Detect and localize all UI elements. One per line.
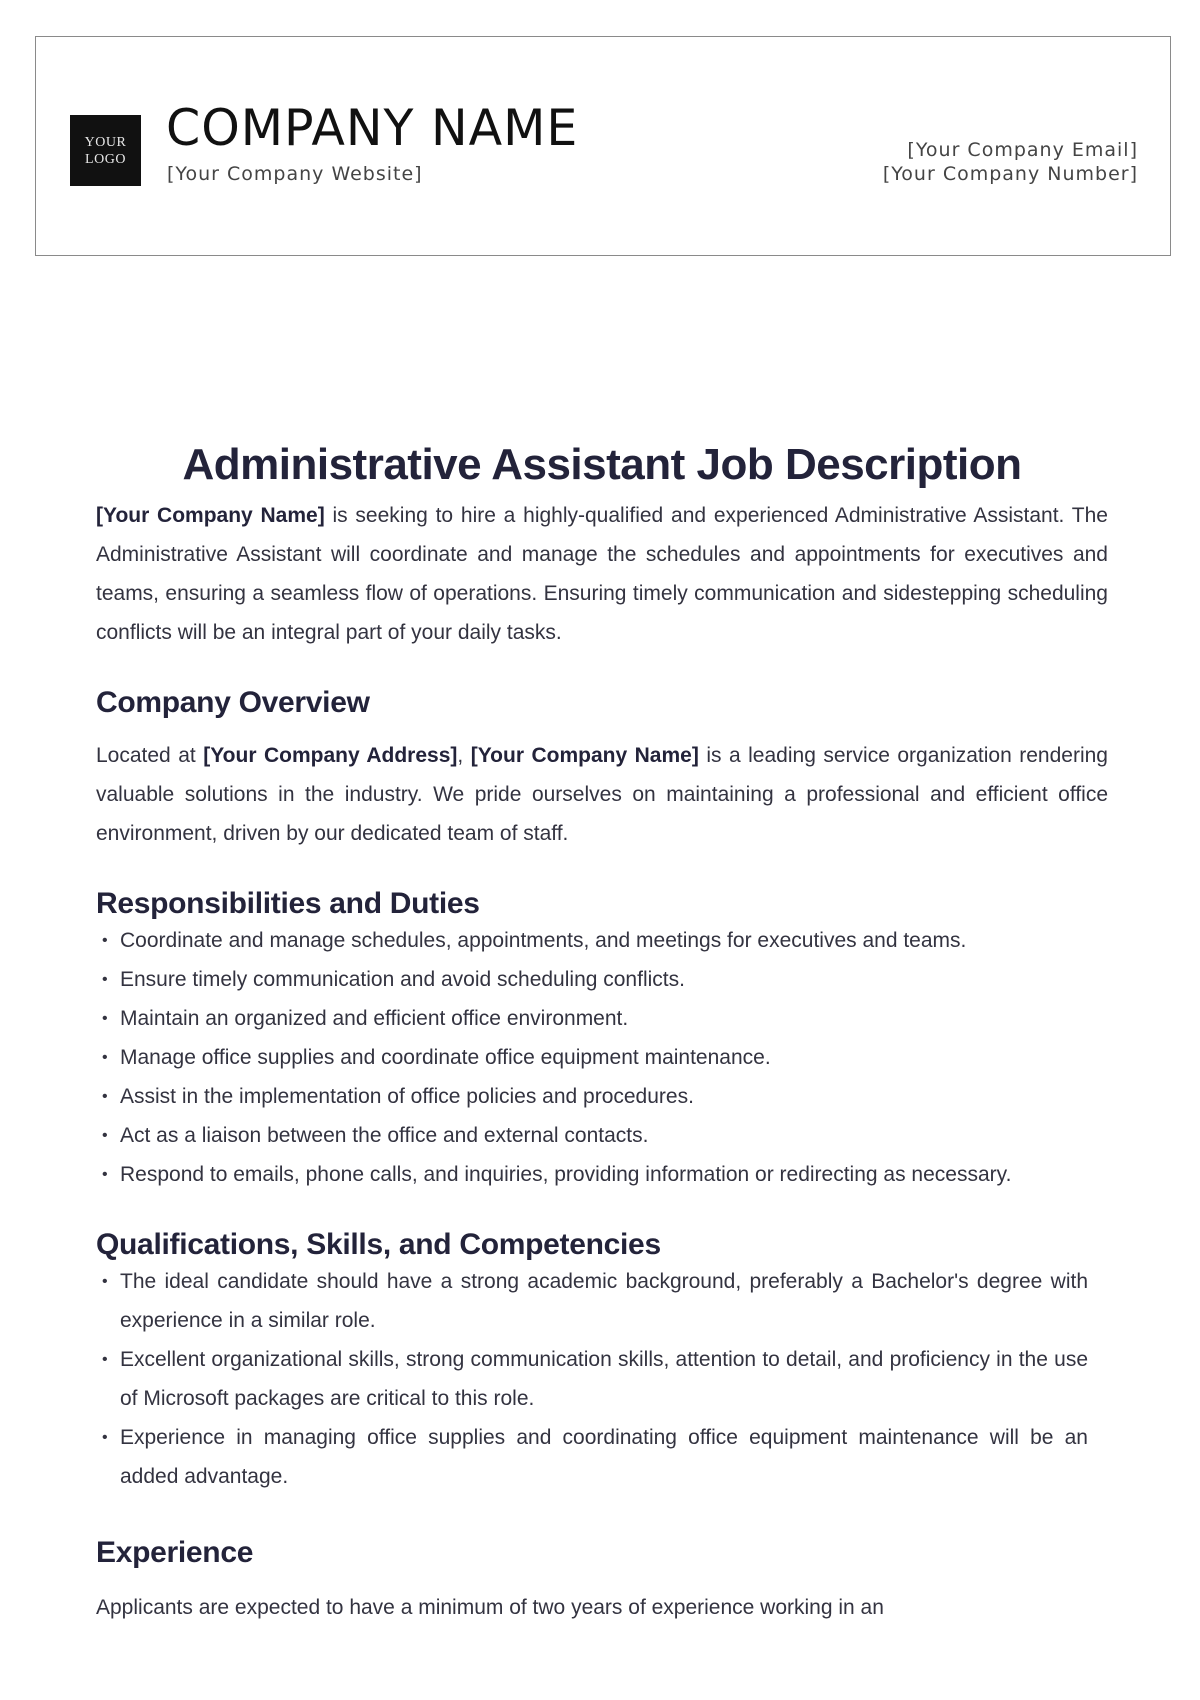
section-heading-qualifications: Qualifications, Skills, and Competencies	[96, 1228, 661, 1261]
section-heading-responsibilities: Responsibilities and Duties	[96, 887, 480, 920]
overview-separator: ,	[457, 744, 471, 767]
list-item-text: Maintain an organized and efficient office environment.	[120, 1007, 629, 1030]
overview-prefix: Located at	[96, 744, 204, 767]
bullet-icon: •	[102, 1351, 108, 1368]
bullet-icon: •	[102, 1429, 108, 1446]
company-email: [Your Company Email]	[907, 139, 1138, 161]
bullet-icon: •	[102, 1273, 108, 1290]
list-item	[96, 999, 1108, 1038]
overview-address: [Your Company Address]	[203, 744, 458, 767]
list-item	[96, 1340, 1108, 1418]
company-number: [Your Company Number]	[882, 163, 1138, 185]
company-overview-paragraph	[96, 736, 1108, 853]
experience-paragraph: Applicants are expected to have a minimum of two years of experience working in an	[96, 1596, 884, 1619]
list-item	[96, 960, 1108, 999]
list-item-text: Respond to emails, phone calls, and inquiries, providing information or redirecting as necessary.	[120, 1163, 1012, 1186]
logo-line-1: YOUR	[84, 134, 127, 150]
contact-info	[883, 138, 1138, 186]
list-item-text: Coordinate and manage schedules, appointments, and meetings for executives and teams.	[120, 929, 967, 952]
bullet-icon: •	[102, 1166, 108, 1183]
list-item	[96, 1116, 1108, 1155]
overview-company-name: [Your Company Name]	[470, 744, 699, 767]
overview-text: is a leading service organization rendering valuable solutions in the industry. We pride ourselves on maintaining a professional and efficient office environment, driven by our dedicated team of staff.	[96, 744, 1108, 845]
list-item	[96, 1038, 1108, 1077]
company-name: COMPANY NAME	[166, 99, 579, 157]
list-item	[96, 1262, 1108, 1340]
list-item-text: Excellent organizational skills, strong communication skills, attention to detail, and proficiency in the use of Microsoft packages are critical to this role.	[120, 1348, 1088, 1410]
company-logo	[70, 115, 141, 186]
bullet-icon: •	[102, 1088, 108, 1105]
logo-line-2: LOGO	[85, 151, 126, 167]
list-item-text: The ideal candidate should have a strong academic background, preferably a Bachelor's degree with experience in a similar role.	[120, 1270, 1088, 1332]
intro-text: is seeking to hire a highly-qualified and experienced Administrative Assistant. The Administrative Assistant will coordinate and manage the schedules and appointments for executives and teams, ensuring a seamless flow of operations. Ensuring timely communication and sidestepping scheduling conflicts will be an integral part of your daily tasks.	[96, 504, 1108, 644]
document-title: Administrative Assistant Job Description	[182, 440, 1022, 489]
list-item-text: Assist in the implementation of office policies and procedures.	[120, 1085, 694, 1108]
list-item-text: Act as a liaison between the office and external contacts.	[120, 1124, 649, 1147]
section-heading-experience: Experience	[96, 1536, 254, 1569]
qualifications-list	[96, 1262, 1108, 1496]
list-item-text: Manage office supplies and coordinate office equipment maintenance.	[120, 1046, 771, 1069]
intro-company-name: [Your Company Name]	[96, 504, 325, 527]
bullet-icon: •	[102, 1127, 108, 1144]
responsibilities-list	[96, 921, 1108, 1194]
list-item-text: Experience in managing office supplies and coordinating office equipment maintenance will be an added advantage.	[120, 1426, 1088, 1488]
section-heading-company-overview: Company Overview	[96, 686, 370, 719]
document-body	[96, 440, 1108, 1627]
list-item	[96, 1418, 1108, 1496]
bullet-icon: •	[102, 1049, 108, 1066]
list-item	[96, 921, 1108, 960]
letterhead-header	[35, 36, 1171, 256]
intro-paragraph	[96, 496, 1108, 652]
company-website: [Your Company Website]	[167, 163, 423, 185]
bullet-icon: •	[102, 971, 108, 988]
list-item	[96, 1155, 1108, 1194]
bullet-icon: •	[102, 932, 108, 949]
bullet-icon: •	[102, 1010, 108, 1027]
list-item	[96, 1077, 1108, 1116]
list-item-text: Ensure timely communication and avoid scheduling conflicts.	[120, 968, 685, 991]
